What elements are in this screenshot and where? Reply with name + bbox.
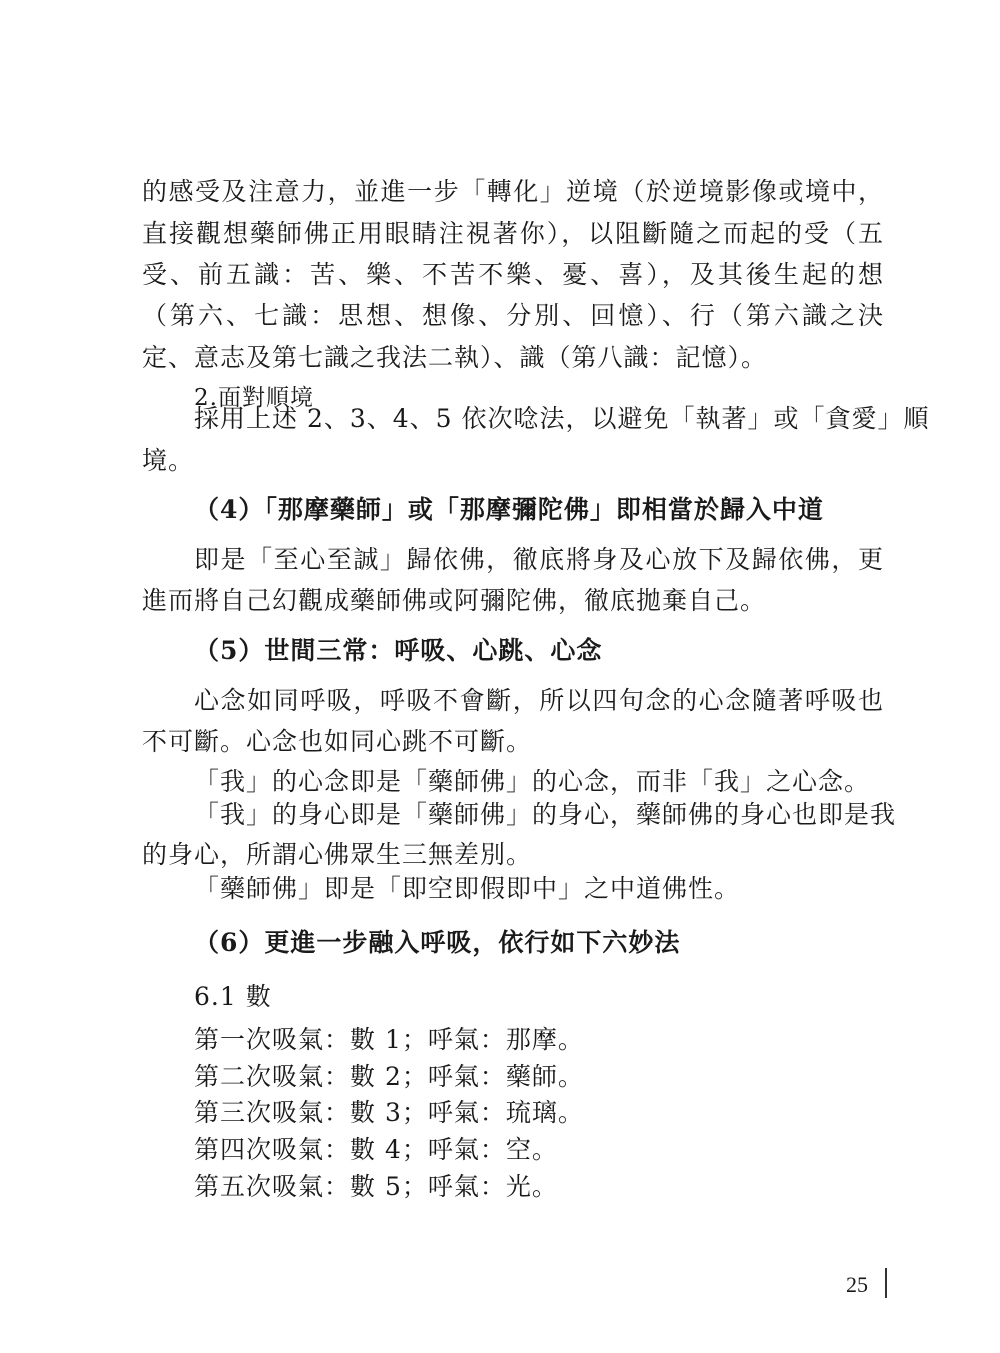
paragraph-line: 「藥師佛」即是「即空即假即中」之中道佛性。 — [194, 874, 741, 903]
paragraph-line: 「我」的身心即是「藥師佛」的身心，藥師佛的身心也即是我 — [194, 800, 897, 829]
section-heading: （4）「那摩藥師」或「那摩彌陀佛」即相當於歸入中道 — [194, 495, 824, 524]
paragraph-line: 定、意志及第七識之我法二執）、識（第八識：記憶）。 — [142, 343, 768, 372]
paragraph-line: 「我」的心念即是「藥師佛」的心念，而非「我」之心念。 — [194, 767, 871, 796]
list-item: 第三次吸氣：數 3；呼氣：琉璃。 — [194, 1098, 584, 1127]
page-number: 25 — [846, 1272, 868, 1297]
subsection-heading: 6.1 數 — [194, 982, 272, 1011]
list-item: 第二次吸氣：數 2；呼氣：藥師。 — [194, 1062, 584, 1091]
paragraph-line: 受、前五識：苦、樂、不苦不樂、憂、喜），及其後生起的想 — [142, 260, 884, 289]
paragraph-line: 進而將自己幻觀成藥師佛或阿彌陀佛，徹底拋棄自己。 — [142, 586, 767, 615]
paragraph-line: 即是「至心至誠」歸依佛，徹底將身及心放下及歸依佛，更 — [194, 545, 884, 574]
paragraph-line: （第六、七識：思想、想像、分別、回憶）、行（第六識之決 — [142, 301, 884, 330]
list-item: 第一次吸氣：數 1；呼氣：那摩。 — [194, 1025, 584, 1054]
paragraph-line: 心念如同呼吸，呼吸不會斷，所以四句念的心念隨著呼吸也 — [194, 686, 884, 715]
paragraph-line: 採用上述 2、3、4、5 依次唸法，以避免「執著」或「貪愛」順 — [194, 404, 930, 433]
section-label: 2.面對順境 — [194, 385, 314, 411]
list-item: 第四次吸氣：數 4；呼氣：空。 — [194, 1135, 558, 1164]
paragraph-line: 境。 — [142, 446, 195, 475]
list-item: 第五次吸氣：數 5；呼氣：光。 — [194, 1172, 558, 1201]
paragraph-line: 的感受及注意力，並進一步「轉化」逆境（於逆境影像或境中， — [142, 177, 884, 206]
paragraph-line: 直接觀想藥師佛正用眼睛注視著你），以阻斷隨之而起的受（五 — [142, 219, 884, 248]
paragraph-line: 的身心，所謂心佛眾生三無差別。 — [142, 840, 533, 869]
section-heading: （6）更進一步融入呼吸，依行如下六妙法 — [194, 928, 681, 957]
paragraph-line: 不可斷。心念也如同心跳不可斷。 — [142, 727, 533, 756]
section-heading: （5）世間三常：呼吸、心跳、心念 — [194, 636, 603, 665]
page-number-rule — [885, 1268, 887, 1298]
